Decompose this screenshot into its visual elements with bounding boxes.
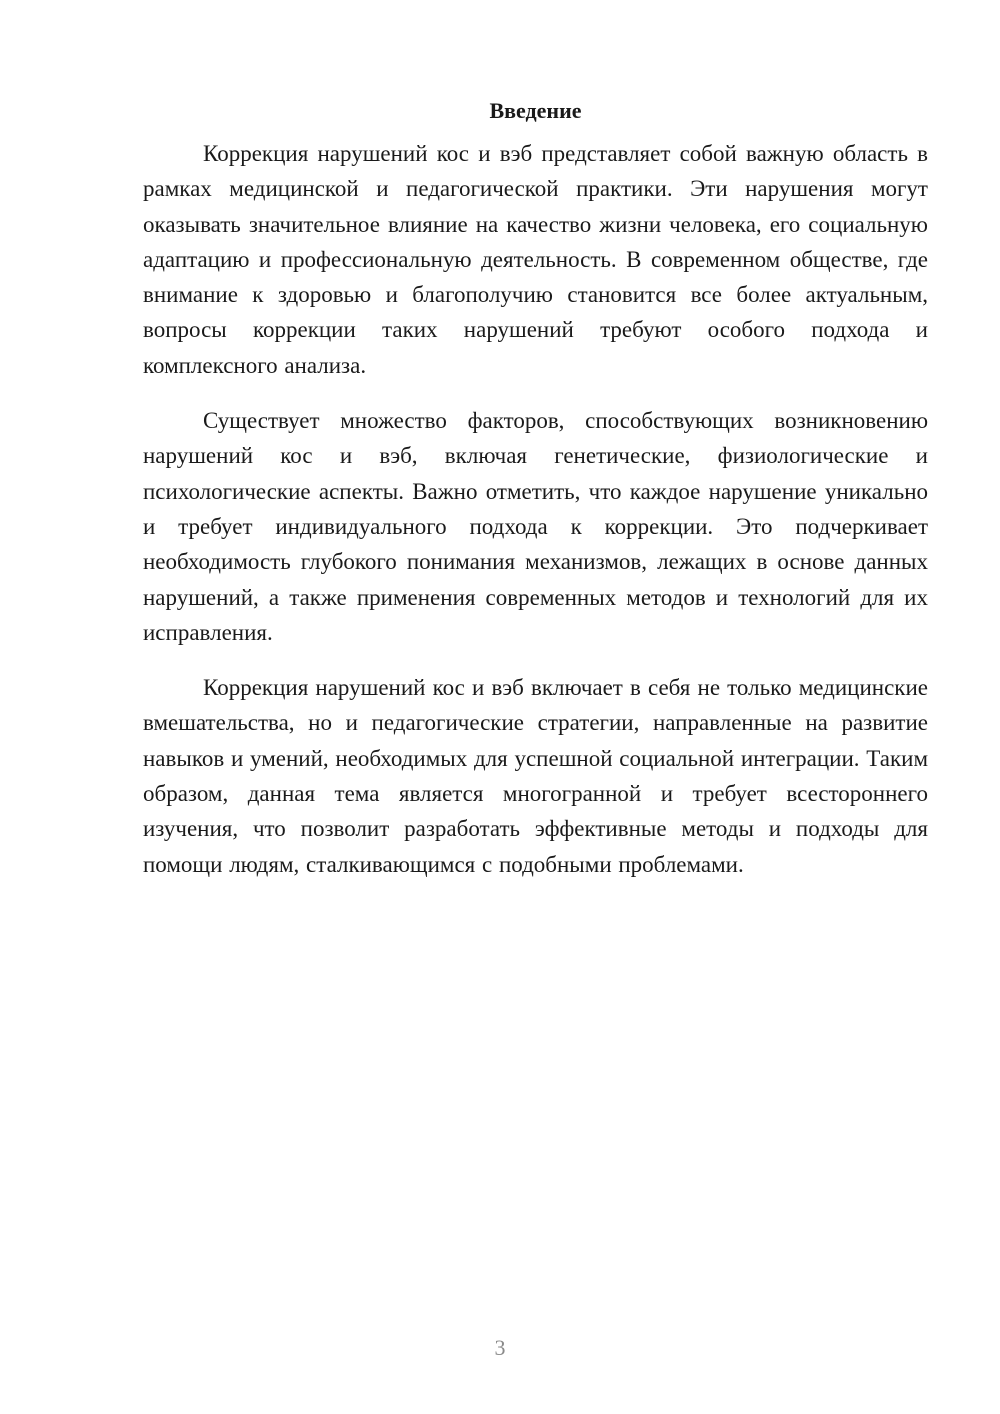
section-heading: Введение [489, 98, 582, 123]
page-body [143, 96, 928, 902]
paragraph-3: Коррекция нарушений кос и вэб включает в себя не только медицинские вмешательства, но и педагогические стратегии, направленные на развитие навыков и умений, необходимых для успешной социальной интеграции. Таким образом, данная тема является многогранной и требует всестороннего изучения, что позволит разработать эффективные методы и подходы для помощи людям, сталкивающимся с подобными проблемами. [143, 675, 929, 877]
paragraph-2: Существует множество факторов, способствующих возникновению нарушений кос и вэб, включая генетические, физиологические и психологические аспекты. Важно отметить, что каждое нарушение уникально и требует индивидуального подхода к коррекции. Это подчеркивает необходимость глубокого понимания механизмов, лежащих в основе данных нарушений, а также применения современных методов и технологий для их исправления. [143, 408, 928, 645]
paragraph-1: Коррекция нарушений кос и вэб представляет собой важную область в рамках медицинской и педагогической практики. Эти нарушения могут оказывать значительное влияние на качество жизни человека, его социальную адаптацию и профессиональную деятельность. В современном обществе, где внимание к здоровью и благополучию становится все более актуальным, вопросы коррекции таких нарушений требуют особого подхода и комплексного анализа. [143, 141, 928, 378]
page-number: 3 [494, 1335, 506, 1360]
